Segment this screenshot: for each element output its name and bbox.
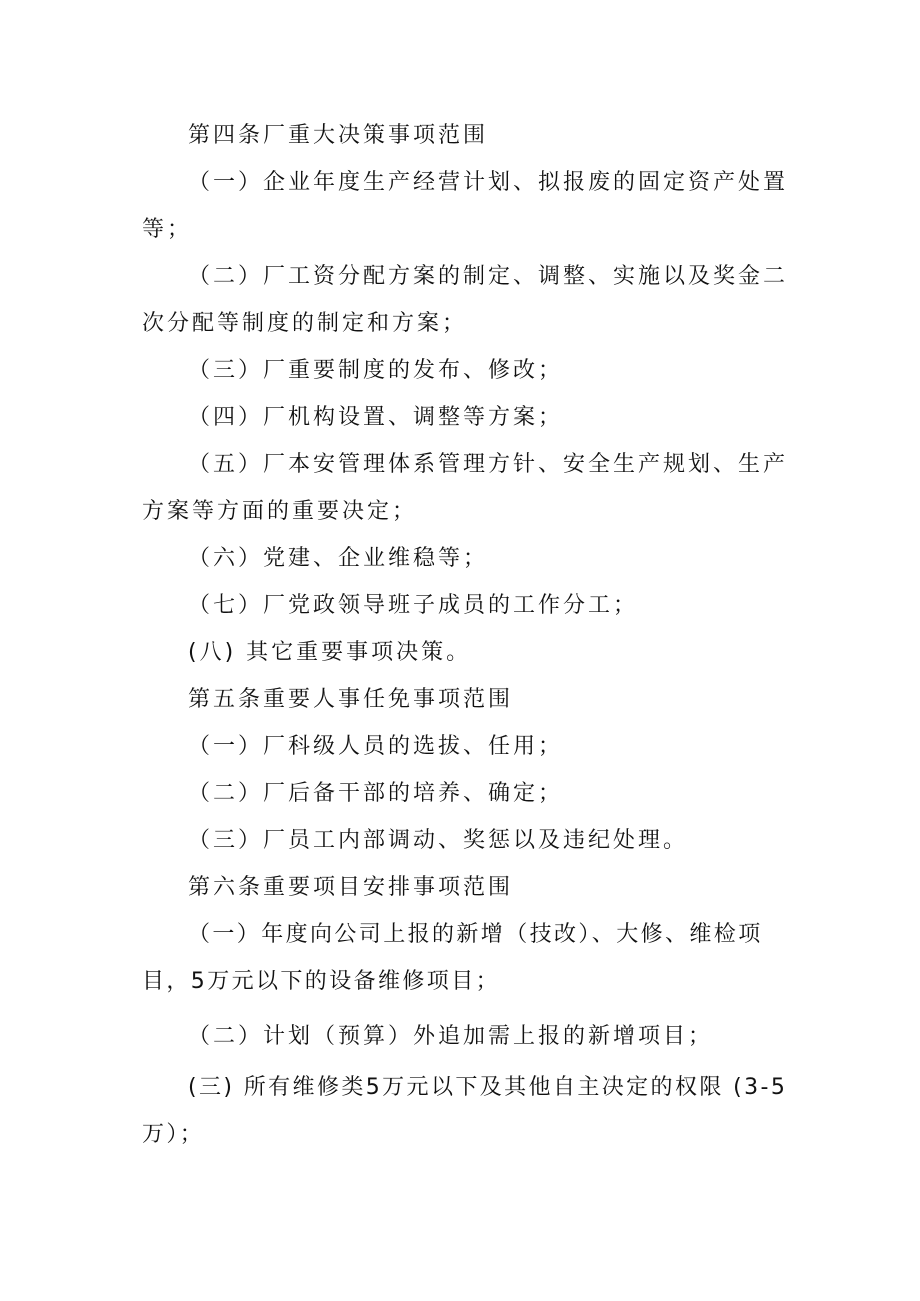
document-body	[142, 112, 792, 1158]
article-six-heading: 第六条重要项目安排事项范围	[188, 875, 514, 900]
list-item: （二）厂后备干部的培养、确定；	[188, 781, 564, 806]
list-item: （四）厂机构设置、调整等方案；	[188, 405, 564, 430]
list-item: （一）企业年度生产经营计划、拟报废的固定资产处置等；	[142, 170, 789, 242]
list-item: （五）厂本安管理体系管理方针、安全生产规划、生产方案等方面的重要决定；	[142, 452, 789, 524]
list-item: （二）厂工资分配方案的制定、调整、实施以及奖金二次分配等制度的制定和方案；	[142, 264, 789, 336]
list-item: （二）计划（预算）外追加需上报的新增项目；	[188, 1024, 714, 1049]
list-item: （一）年度向公司上报的新增（技改）、大修、维检项目，5万元以下的设备维修项目；	[142, 922, 763, 994]
list-item: （七）厂党政领导班子成员的工作分工；	[188, 593, 639, 618]
article-five-heading: 第五条重要人事任免事项范围	[188, 687, 514, 712]
list-item: （一）厂科级人员的选拔、任用；	[188, 734, 564, 759]
article-four-heading: 第四条厂重大决策事项范围	[188, 123, 489, 148]
list-item: （三）厂重要制度的发布、修改；	[188, 358, 564, 383]
list-item: （六）党建、企业维稳等；	[188, 546, 489, 571]
list-item: （三）厂员工内部调动、奖惩以及违纪处理。	[188, 828, 689, 853]
list-item: (八) 其它重要事项决策。	[188, 640, 472, 665]
list-item: (三) 所有维修类5万元以下及其他自主决定的权限 (3-5万）；	[142, 1075, 788, 1147]
